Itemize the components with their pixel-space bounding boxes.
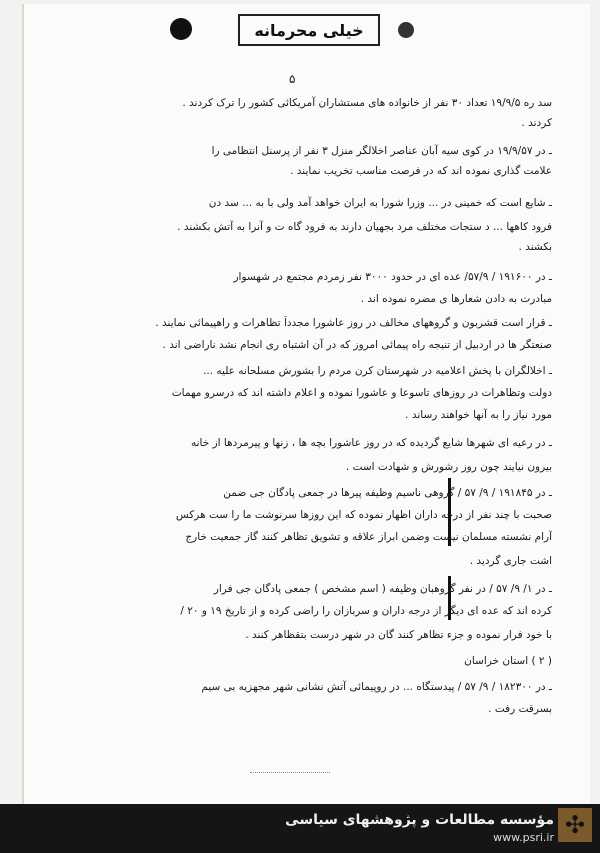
psri-logo-icon: ✣ xyxy=(558,808,592,842)
text-line: ـ در ۱۸۲۳۰۰ / ۹/ ۵۷ / پیدستگاه ... در روپیمائی آتش نشانی شهر مجهزیه بی سیم xyxy=(201,681,552,693)
org-name: مؤسسه مطالعات و پژوهشهای سیاسی xyxy=(285,811,554,828)
punch-hole-icon xyxy=(398,22,414,38)
text-line: بیرون نیایند چون روز رشورش و شهادت است . xyxy=(345,461,552,473)
text-line: آرام نشسته مسلمان نیست وضمن ابراز علاقه و تشویق تظاهر کنند گاز جمعیت خارج xyxy=(185,531,552,543)
website-url: www.psri.ir xyxy=(493,830,554,844)
watermark-text xyxy=(285,811,554,847)
text-line: بسرقت رفت . xyxy=(488,703,552,715)
text-line: اشت جاری گردید . xyxy=(469,555,552,567)
text-line: ـ شایع است که خمینی در ... وزرا شورا به ایران خواهد آمد ولی با به ... سد دن xyxy=(208,197,552,209)
text-line: ـ در رعیه ای شهرها شایع گردیده که در روز عاشورا بچه ها ، زنها و پیرمردها از خانه xyxy=(190,437,552,449)
punch-hole-icon xyxy=(170,18,192,40)
classification-stamp: خیلی محرمانه xyxy=(238,14,380,46)
text-line: ـ قرار است قشربون و گروههای مخالف در روز عاشورا مجدداً تظاهرات و راهپیمائی نمایند . xyxy=(155,317,552,329)
text-line: سد ره ۱۹/۹/۵ تعداد ۳۰ نفر از خانواده های مستشاران آمریکائی کشور را ترک کردند . xyxy=(182,97,552,109)
text-line: کردند . xyxy=(521,117,552,129)
text-line: ـ اخلالگران با پخش اعلامیه در شهرستان کرن مردم را بشورش مسلحانه علیه ... xyxy=(203,365,552,377)
text-line: دولت وتظاهرات در روزهای تاسوعا و عاشورا نموده و اعلام داشته اند که درسرو مهمات xyxy=(171,387,552,399)
section-heading: ( ۲ ) استان خراسان xyxy=(464,655,552,667)
text-line: مبادرت به دادن شعارها ی مضره نموده اند . xyxy=(360,293,552,305)
text-line: بکشند . xyxy=(518,241,552,253)
text-line: مورد نیاز را به آنها خواهند رساند . xyxy=(405,409,552,421)
watermark-band xyxy=(0,804,600,853)
text-line: صحبت با چند نفر از درجه داران اظهار نموده که این روزها سرنوشت ما را ست هرکس xyxy=(175,509,552,521)
text-line: فرود کاهها ... د ستجات مختلف مرد بجهیان دارند به فرود گاه ت و آنرا به آتش بکشند . xyxy=(177,221,552,233)
signature-mark xyxy=(250,762,330,773)
text-line: صنعتگر ها در اردبیل از تنیجه راه پیمائی امروز که در آن اشتباه ری انجام نشد ناراضی اند . xyxy=(162,339,552,351)
page-number: ۵ xyxy=(289,72,296,86)
text-line: ـ در ۱۹/۹/۵۷ در کوی سیه آبان عناصر اخلالگر منزل ۳ نفر از پرسنل انتظامی را xyxy=(211,145,552,157)
text-line: ـ در ۱/ ۹/ ۵۷ / در نفر گروهبان وظیفه ( اسم مشخص ) جمعی پادگان جی فرار xyxy=(213,583,552,595)
text-line: ـ در ۱۹۱۸۴۵ / ۹/ ۵۷ / گروهی ناسیم وظیفه پیرها در جمعی پادگان جی ضمن xyxy=(223,487,552,499)
text-line: ـ در ۱۹۱۶۰۰ / ۵۷/۹/ عده ای در حدود ۳۰۰۰ نفر زمردم مجتمع در شهسوار xyxy=(233,271,552,283)
text-line: علامت گذاری نموده اند که در فرصت مناسب تخریب نمایند . xyxy=(290,165,552,177)
text-line: با خود فرار نموده و جزء تظاهر کنند گان در شهر درست بتقظاهر کنند . xyxy=(245,629,552,641)
text-line: کرده اند که عده ای دیگر از درجه داران و سربازان را راضی کرده و از تاریخ ۱۹ و ۲۰ / xyxy=(180,605,552,617)
